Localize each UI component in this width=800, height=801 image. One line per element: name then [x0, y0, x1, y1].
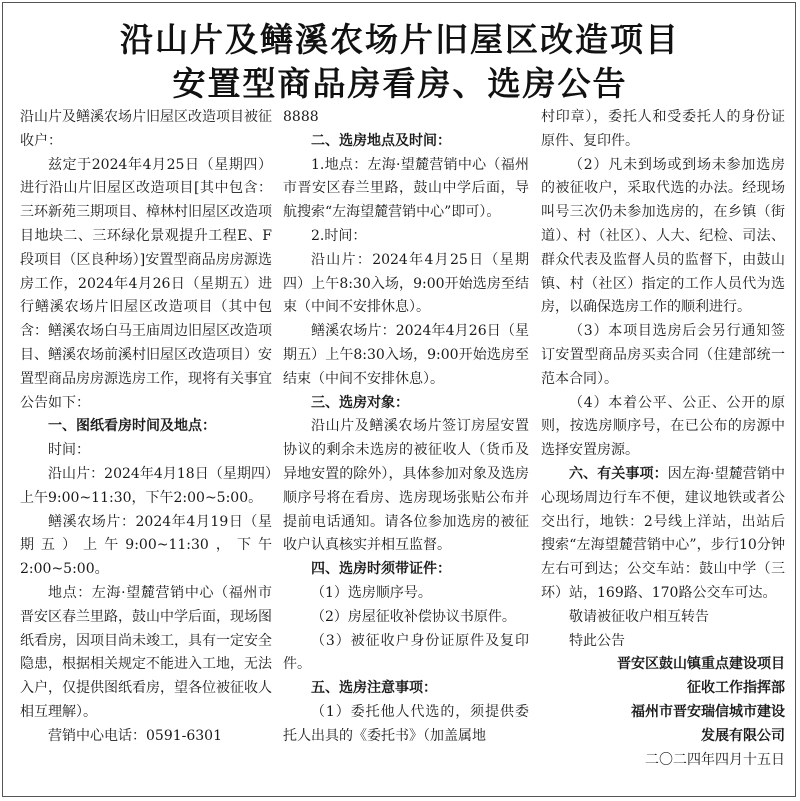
note-item-3: （3）本项目选房后会另行通知签订安置型商品房买卖合同（住建部统一范本合同）。 [541, 323, 785, 387]
document-item-2: （2）房屋征收补偿协议书原件。 [311, 608, 516, 625]
viewing-location: 地点：左海·望麓营销中心（福州市晋安区春兰里路，鼓山中学后面，现场图纸看房，因项目尚未竣工，具有一定安全隐患，根据相关规定不能进入工地，无法入户，仅提供图纸看房，望各位被征收人相互理解）。 [20, 584, 272, 720]
intro-paragraph: 兹定于2024年4月25日（星期四）进行沿山片旧屋区改造项目[其中包含：三环新苑三期项目、樟林村旧屋区改造项目地块二、三环绿化景观提升工程E、F段项目（区良种场）]安置型商品房房源选房工作，2024年4月26日（星期五）进行鳝溪农场片旧屋区改造项目（其中包含：鳝溪农场白马王庙周边旧屋区改造项目、鳝溪农场前溪村旧屋区改造项目）安置型商品房房源选房工作，现将有关事宜公告如下： [20, 156, 272, 411]
section-heading-2: 二、选房地点及时间： [311, 132, 451, 149]
note-item-1: （1）委托他人代选的，须提供委托人出具的《委托书》（加盖属地 [283, 703, 529, 744]
document-item-1: （1）选房顺序号。 [311, 584, 432, 601]
addressee: 沿山片及鳝溪农场片旧屋区改造项目被征收户： [20, 109, 272, 149]
column-2 [283, 106, 529, 749]
column-1 [20, 106, 272, 749]
note-item-2: （2）凡未到场或到场未参加选房的被征收户，采取代选的办法。经现场叫号三次仍未参加选房的，在乡镇（街道）、村（社区）、人大、纪检、司法、群众代表及监督人员的监督下，由鼓山镇、村（社区）指定的工作人员代为选房，以确保选房工作的顺利进行。 [541, 156, 785, 316]
viewing-time-yanshan: 沿山片：2024年4月18日（星期四）上午9:00~11:30，下午2:00~5:00。 [20, 465, 272, 506]
transport-notes: 因左海·望麓营销中心现场周边行车不便，建议地铁或者公交出行，地铁：2号线上洋站，出站后搜索“左海望麓营销中心”，步行10分钟左右可到达；公交车站：鼓山中学（三环）站，169路、170路公交车可达。 [541, 465, 786, 601]
viewing-time-shanxi: 鳝溪农场片：2024年4月19日（星期五）上午9:00~11:30，下午2:00~5:00。 [20, 513, 272, 578]
section-heading-1: 一、图纸看房时间及地点： [48, 418, 216, 435]
signature-org-1-line1: 晋安区鼓山镇重点建设项目 [617, 656, 785, 673]
notice-title-line2: 安置型商品房看房、选房公告 [172, 64, 628, 103]
signature-org-2-line2: 发展有限公司 [701, 727, 785, 744]
viewing-time-label: 时间： [48, 442, 90, 459]
selection-time-shanxi: 鳝溪农场片：2024年4月26日（星期五）上午8:30入场，9:00开始选房至结束（中间不安排休息）。 [283, 323, 529, 387]
note-item-1-continued: 村印章），委托人和受委托人的身份证原件、复印件。 [541, 109, 785, 149]
section-heading-4: 四、选房时须带证件： [311, 561, 451, 578]
phone-continued: 8888 [283, 109, 319, 125]
section-6 [541, 463, 785, 606]
note-item-4: （4）本着公平、公正、公开的原则，按选房顺序号，在已公布的房源中选择安置房源。 [541, 394, 785, 459]
signature-org-1-line2: 征收工作指挥部 [687, 680, 785, 697]
sales-center-phone: 营销中心电话：0591-6301 [48, 727, 222, 744]
section-heading-6: 六、有关事项： [569, 465, 668, 482]
column-3 [541, 106, 785, 772]
hereby-notice: 特此公告 [569, 632, 625, 649]
selection-target: 沿山片及鳝溪农场片签订房屋安置协议的剩余未选房的被征收人（货币及异地安置的除外），具体参加对象及选房顺序号将在看房、选房现场张贴公布并提前电话通知。请各位参加选房的被征收户认真核实并相互监督。 [283, 418, 529, 554]
selection-time-yanshan: 沿山片：2024年4月25日（星期四）上午8:30入场，9:00开始选房至结束（中间不安排休息）。 [283, 251, 529, 316]
document-item-3: （3）被征收户身份证原件及复印件。 [283, 632, 529, 673]
section-heading-3: 三、选房对象： [311, 394, 409, 411]
forward-notice: 敬请被征收户相互转告 [569, 608, 709, 625]
selection-location: 1.地点：左海·望麓营销中心（福州市晋安区春兰里路，鼓山中学后面，导航搜索“左海望麓营销中心”即可）。 [283, 156, 529, 221]
section-heading-5: 五、选房注意事项： [311, 680, 437, 697]
notice-title-line1: 沿山片及鳝溪农场片旧屋区改造项目 [120, 20, 680, 59]
notice-date: 二〇二四年四月十五日 [645, 751, 785, 768]
selection-time-label: 2.时间： [311, 227, 367, 244]
signature-org-2-line1: 福州市晋安瑞信城市建设 [631, 703, 785, 720]
